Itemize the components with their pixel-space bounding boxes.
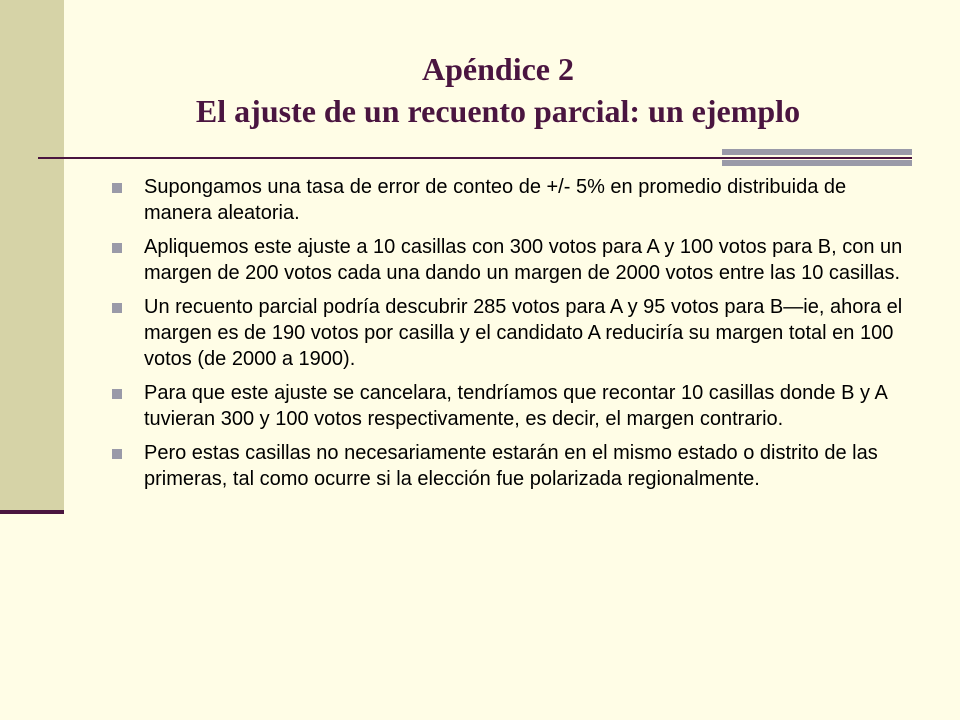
bullet-text: Pero estas casillas no necesariamente estarán en el mismo estado o distrito de las primeras, tal como ocurre si la elección fue polarizada regionalmente. (144, 442, 878, 490)
bullet-list (104, 174, 904, 500)
square-bullet-icon (112, 389, 122, 399)
bullet-text: Apliquemos este ajuste a 10 casillas con 300 votos para A y 100 votos para B, con un margen de 200 votos cada una dando un margen de 2000 votos entre las 10 casillas. (144, 236, 903, 284)
title-line-2: El ajuste de un recuento parcial: un ejemplo (195, 93, 801, 129)
slide-title (64, 48, 932, 132)
bullet-text: Para que este ajuste se cancelara, tendríamos que recontar 10 casillas donde B y A tuvieran 300 y 100 votos respectivamente, es decir, el margen contrario. (144, 382, 887, 430)
title-accent-bar-lower (722, 160, 912, 166)
list-item (104, 174, 904, 226)
left-decorative-band (0, 0, 64, 513)
title-accent-bar (722, 149, 912, 155)
title-divider (38, 157, 912, 159)
square-bullet-icon (112, 243, 122, 253)
bullet-text: Supongamos una tasa de error de conteo de +/- 5% en promedio distribuida de manera aleatoria. (144, 176, 847, 224)
list-item (104, 294, 904, 372)
square-bullet-icon (112, 303, 122, 313)
bullet-text: Un recuento parcial podría descubrir 285 votos para A y 95 votos para B—ie, ahora el margen es de 190 votos por casilla y el candidato A reduciría su margen total en 100 votos (de 2000 a 1900). (144, 296, 903, 370)
list-item (104, 440, 904, 492)
square-bullet-icon (112, 449, 122, 459)
title-line-1: Apéndice 2 (422, 51, 574, 87)
left-band-underline (0, 510, 64, 514)
square-bullet-icon (112, 183, 122, 193)
list-item (104, 380, 904, 432)
list-item (104, 234, 904, 286)
